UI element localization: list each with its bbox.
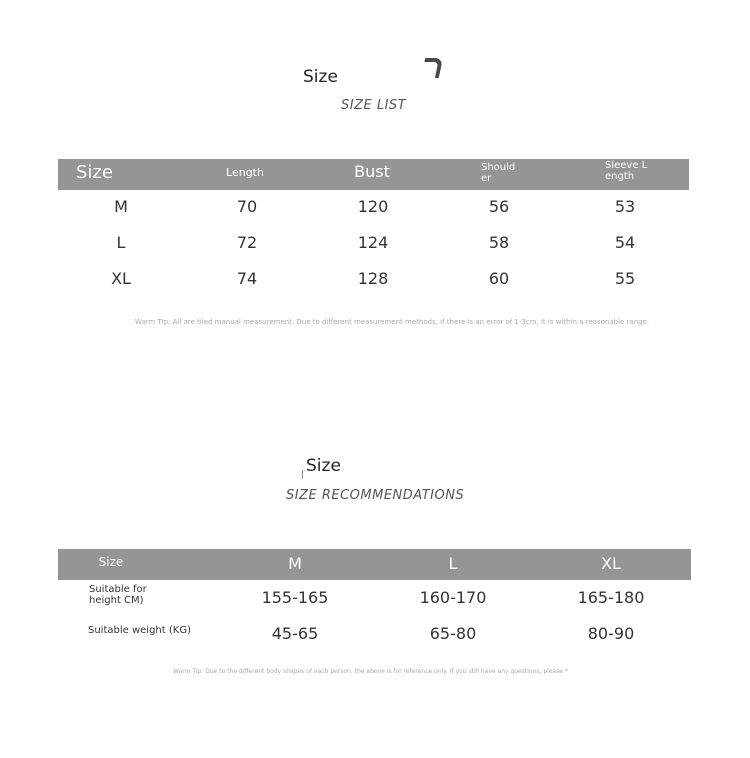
- decoration-tick: [302, 470, 303, 479]
- header-l: L: [448, 554, 458, 573]
- cell: 70: [236, 197, 258, 216]
- cell: 72: [236, 233, 258, 252]
- size-list-header: [58, 159, 689, 190]
- row-label-height: Suitable for height CM): [89, 584, 147, 606]
- header-m: M: [288, 554, 302, 573]
- cell: 55: [614, 269, 636, 288]
- cell: M: [114, 197, 128, 216]
- size-rec-header: [58, 549, 691, 580]
- cell: 80-90: [587, 624, 635, 643]
- cell: 155-165: [261, 588, 329, 607]
- header-sleeve-length: Sleeve L ength: [605, 160, 648, 182]
- header-size: Size: [98, 555, 124, 569]
- cell: 160-170: [419, 588, 487, 607]
- cell: 74: [236, 269, 258, 288]
- cell: 65-80: [429, 624, 477, 643]
- cell: 56: [488, 197, 510, 216]
- header-length: Length: [226, 166, 264, 179]
- size-list-subtitle: SIZE LIST: [341, 98, 407, 113]
- cell: 120: [357, 197, 389, 216]
- size-rec-title: Size: [306, 456, 341, 476]
- hook-decoration-icon: [421, 58, 443, 78]
- cell: 60: [488, 269, 510, 288]
- cell: 124: [357, 233, 389, 252]
- header-bust: Bust: [354, 162, 390, 181]
- row-label-weight: Suitable weight (KG): [88, 625, 191, 636]
- header-size: Size: [76, 162, 113, 183]
- size-list-title: Size: [303, 67, 338, 87]
- size-rec-subtitle: SIZE RECOMMENDATIONS: [286, 488, 465, 503]
- cell: XL: [111, 269, 131, 288]
- cell: 54: [614, 233, 636, 252]
- header-shoulder: Should er: [481, 162, 516, 184]
- size-rec-tip: Warm Tip: Due to the different body shapes of each person, the above is for reference only. If you still have any questions, please *: [173, 668, 568, 675]
- header-xl: XL: [601, 554, 621, 573]
- cell: 128: [357, 269, 389, 288]
- cell: L: [116, 233, 126, 252]
- cell: 45-65: [271, 624, 319, 643]
- cell: 53: [614, 197, 636, 216]
- cell: 58: [488, 233, 510, 252]
- size-list-tip: Warm Tip: All are tiled manual measurement. Due to different measurement methods, if there is an error of 1-3cm, it is within a reasonable range.: [135, 318, 650, 326]
- cell: 165-180: [577, 588, 645, 607]
